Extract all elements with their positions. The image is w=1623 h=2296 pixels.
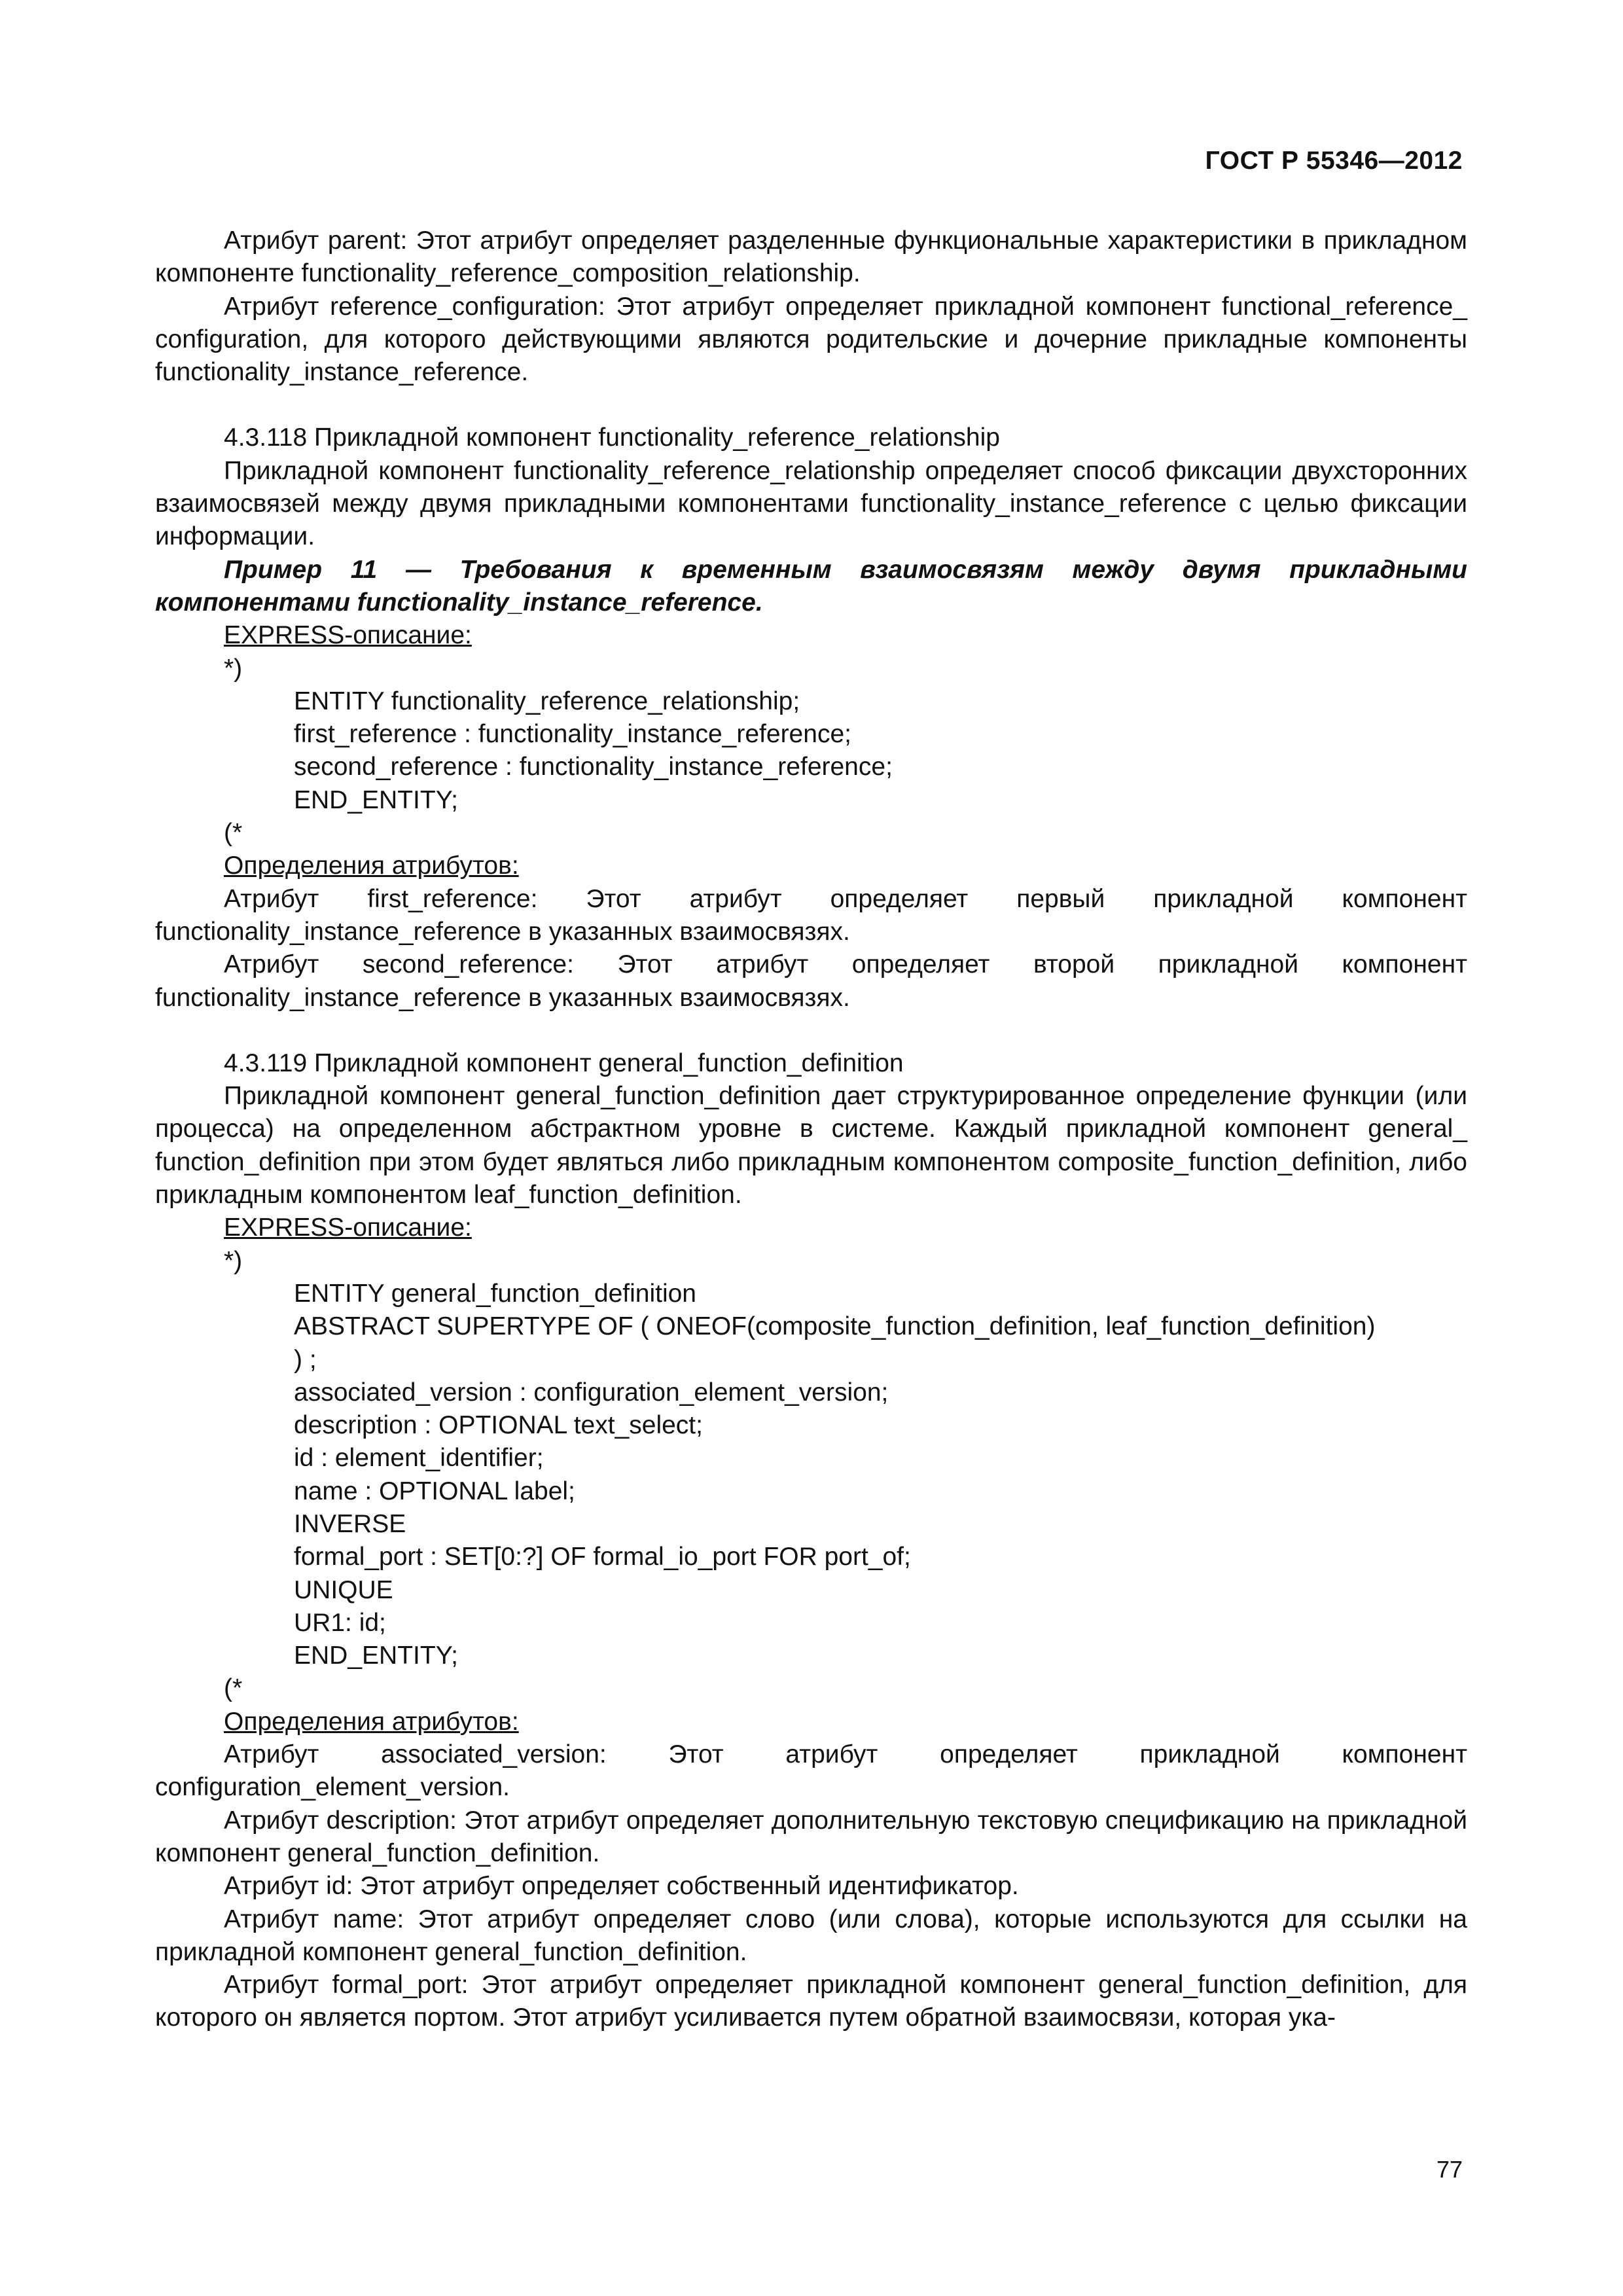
- code-line: name : OPTIONAL label;: [294, 1477, 575, 1505]
- code-line: INVERSE: [294, 1509, 406, 1538]
- code-line: ENTITY functionality_reference_relationship;: [294, 687, 800, 715]
- page-number: 77: [1436, 2156, 1463, 2183]
- section-118-description: Прикладной компонент functionality_reference_relationship определяет способ фиксации двухсторонних взаимосвязей между двумя прикладными компонентами functionality_instance_reference с целью фиксации информации.: [155, 456, 1467, 551]
- attr-associated-version-paragraph: Атрибут associated_version: Этот атрибут определяет прикладной компонент configuration_element_version.: [155, 1740, 1467, 1802]
- express-close-marker: (*: [224, 1674, 243, 1703]
- code-line: first_reference : functionality_instance_reference;: [294, 720, 851, 749]
- section-119-heading: 4.3.119 Прикладной компонент general_function_definition: [224, 1049, 904, 1077]
- code-line: description : OPTIONAL text_select;: [294, 1411, 703, 1440]
- attribute-definitions-label: Определения атрибутов:: [224, 1707, 519, 1736]
- code-line: ENTITY general_function_definition: [294, 1279, 696, 1308]
- attr-formal-port-paragraph: Атрибут formal_port: Этот атрибут определяет прикладной компонент general_function_definition, для которого он является портом. Этот атрибут усиливается путем обратной взаимосвязи, которая ука-: [155, 1971, 1467, 2032]
- section-118-heading: 4.3.118 Прикладной компонент functionality_reference_relationship: [224, 423, 1000, 452]
- code-line: ) ;: [294, 1345, 317, 1374]
- attr-name-paragraph: Атрибут name: Этот атрибут определяет слово (или слова), которые используются для ссылки на прикладной компонент general_function_definition.: [155, 1905, 1467, 1966]
- attr-parent-paragraph: Атрибут parent: Этот атрибут определяет разделенные функциональные характеристики в прикладном компоненте functionality_reference_composition_relationship.: [155, 226, 1467, 288]
- attr-first-reference-paragraph: Атрибут first_reference: Этот атрибут определяет первый прикладной компонент functionality_instance_reference в указанных взаимосвязях.: [155, 884, 1467, 946]
- body-text: [155, 224, 1467, 2035]
- example-11: Пример 11 — Требования к временным взаимосвязям между двумя прикладными компонентами functionality_instance_reference.: [155, 555, 1467, 617]
- code-line: UNIQUE: [294, 1575, 393, 1604]
- code-line: formal_port : SET[0:?] OF formal_io_port FOR port_of;: [294, 1543, 911, 1571]
- attr-reference-configuration-paragraph: Атрибут reference_configuration: Этот атрибут определяет прикладной компонент functional_reference_ configuration, для которого действующими являются родительские и дочерние прикладные компоненты functionality_instance_reference.: [155, 292, 1467, 387]
- code-line: END_ENTITY;: [294, 1641, 459, 1670]
- express-label: EXPRESS-описание:: [224, 621, 472, 650]
- code-line: ABSTRACT SUPERTYPE OF ( ONEOF(composite_function_definition, leaf_function_definition): [294, 1312, 1376, 1341]
- code-line: associated_version : configuration_element_version;: [294, 1378, 889, 1407]
- code-line: UR1: id;: [294, 1608, 386, 1637]
- attr-second-reference-paragraph: Атрибут second_reference: Этот атрибут определяет второй прикладной компонент functionality_instance_reference в указанных взаимосвязях.: [155, 950, 1467, 1012]
- code-line: second_reference : functionality_instance_reference;: [294, 753, 893, 781]
- code-line: id : element_identifier;: [294, 1444, 544, 1473]
- attr-id-paragraph: Атрибут id: Этот атрибут определяет собственный идентификатор.: [224, 1872, 1019, 1901]
- express-open-marker: *): [224, 654, 243, 683]
- express-label: EXPRESS-описание:: [224, 1213, 472, 1242]
- express-open-marker: *): [224, 1246, 243, 1275]
- attribute-definitions-label: Определения атрибутов:: [224, 852, 519, 880]
- document-id-header: ГОСТ Р 55346—2012: [1205, 147, 1463, 175]
- attr-description-paragraph: Атрибут description: Этот атрибут определяет дополнительную текстовую спецификацию на прикладной компонент general_function_definition.: [155, 1806, 1467, 1867]
- section-119-description: Прикладной компонент general_function_definition дает структурированное определение функции (или процесса) на определенном абстрактном уровне в системе. Каждый прикладной компонент general_ function_definition при этом будет являться либо прикладным компонентом composite_function_definition, либо прикладным компонентом leaf_function_definition.: [155, 1082, 1467, 1210]
- express-close-marker: (*: [224, 819, 243, 848]
- code-line: END_ENTITY;: [294, 785, 459, 814]
